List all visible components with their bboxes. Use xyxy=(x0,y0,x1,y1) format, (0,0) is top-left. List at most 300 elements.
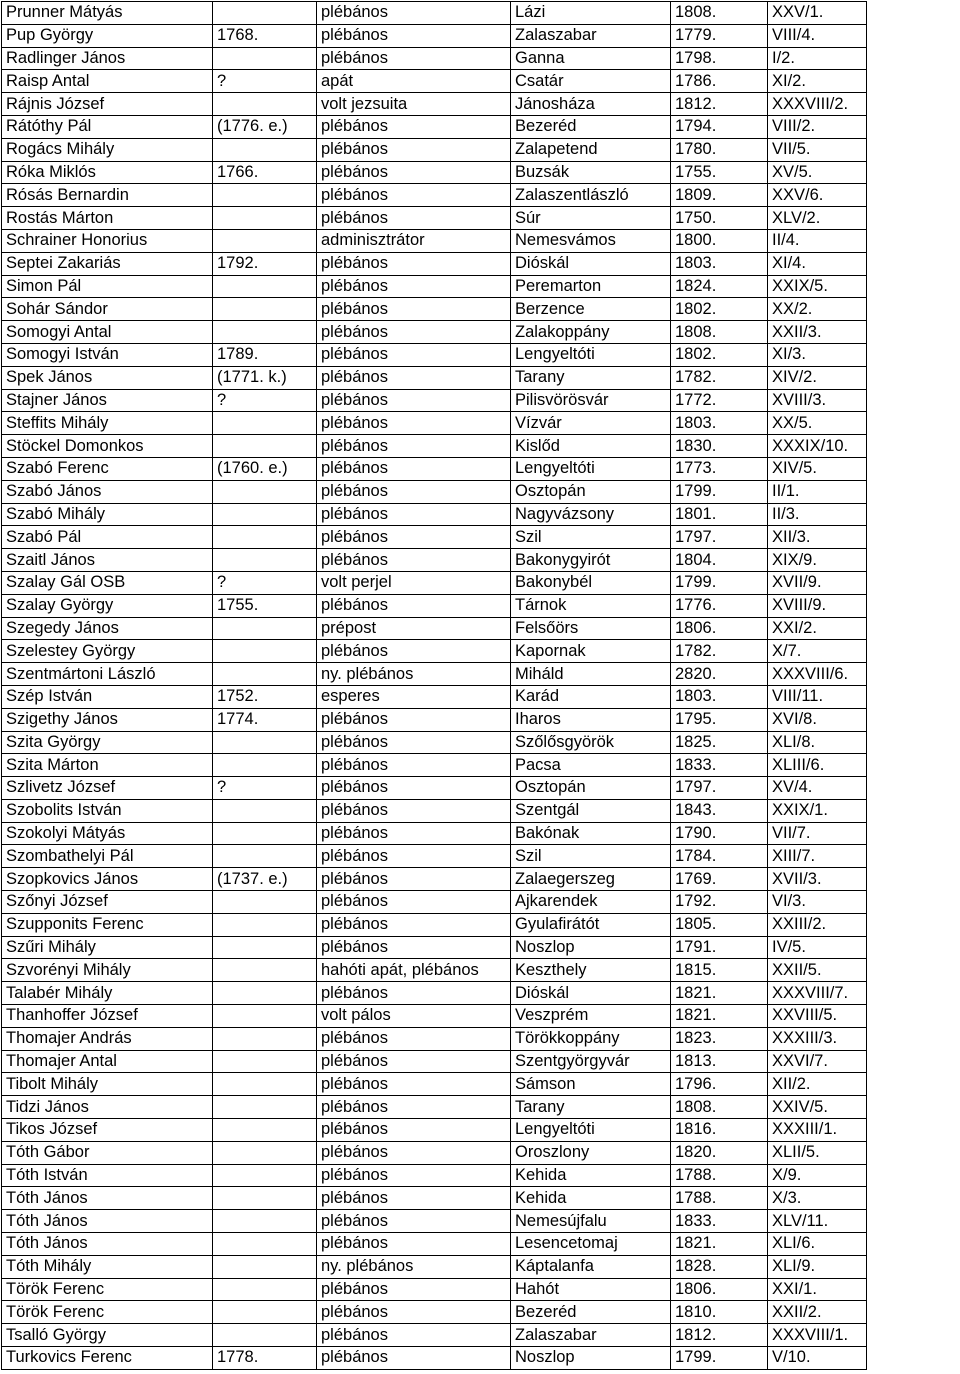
table-row xyxy=(2,754,867,777)
place-cell: Szentgál xyxy=(511,799,671,822)
birth-year-cell xyxy=(213,1278,317,1301)
place-cell: Súr xyxy=(511,207,671,230)
birth-year-cell xyxy=(213,412,317,435)
birth-year-cell xyxy=(213,1324,317,1347)
place-cell: Kehida xyxy=(511,1164,671,1187)
birth-year-cell xyxy=(213,913,317,936)
table-row xyxy=(2,1096,867,1119)
reference-cell: XXI/1. xyxy=(768,1278,867,1301)
place-cell: Lengyeltóti xyxy=(511,457,671,480)
birth-year-cell xyxy=(213,640,317,663)
birth-year-cell: 1774. xyxy=(213,708,317,731)
table-row xyxy=(2,1255,867,1278)
birth-year-cell xyxy=(213,822,317,845)
birth-year-cell: ? xyxy=(213,70,317,93)
year-cell: 1809. xyxy=(671,184,768,207)
name-cell: Rostás Márton xyxy=(2,207,213,230)
reference-cell: XXIV/5. xyxy=(768,1096,867,1119)
table-row xyxy=(2,298,867,321)
name-cell: Simon Pál xyxy=(2,275,213,298)
reference-cell: XXXVIII/2. xyxy=(768,93,867,116)
name-cell: Steffits Mihály xyxy=(2,412,213,435)
reference-cell: XII/3. xyxy=(768,526,867,549)
role-cell: plébános xyxy=(317,1210,511,1233)
year-cell: 1808. xyxy=(671,321,768,344)
year-cell: 1824. xyxy=(671,275,768,298)
table-row xyxy=(2,1141,867,1164)
year-cell: 1808. xyxy=(671,1096,768,1119)
name-cell: Szentmártoni László xyxy=(2,663,213,686)
place-cell: Lengyeltóti xyxy=(511,343,671,366)
table-row xyxy=(2,1233,867,1256)
place-cell: Bakónak xyxy=(511,822,671,845)
birth-year-cell xyxy=(213,1164,317,1187)
place-cell: Zalapetend xyxy=(511,138,671,161)
role-cell: plébános xyxy=(317,1347,511,1370)
name-cell: Somogyi Antal xyxy=(2,321,213,344)
year-cell: 1812. xyxy=(671,93,768,116)
table-row xyxy=(2,343,867,366)
register-body xyxy=(2,2,867,1370)
birth-year-cell: 1766. xyxy=(213,161,317,184)
reference-cell: XLIII/6. xyxy=(768,754,867,777)
place-cell: Buzsák xyxy=(511,161,671,184)
year-cell: 1806. xyxy=(671,617,768,640)
reference-cell: V/10. xyxy=(768,1347,867,1370)
reference-cell: XXXVIII/6. xyxy=(768,663,867,686)
place-cell: Zalaszabar xyxy=(511,1324,671,1347)
birth-year-cell xyxy=(213,93,317,116)
table-row xyxy=(2,868,867,891)
place-cell: Lengyeltóti xyxy=(511,1119,671,1142)
table-row xyxy=(2,389,867,412)
name-cell: Szobolits István xyxy=(2,799,213,822)
role-cell: esperes xyxy=(317,685,511,708)
reference-cell: VII/7. xyxy=(768,822,867,845)
role-cell: plébános xyxy=(317,731,511,754)
role-cell: plébános xyxy=(317,1119,511,1142)
place-cell: Karád xyxy=(511,685,671,708)
name-cell: Szopkovics János xyxy=(2,868,213,891)
year-cell: 1769. xyxy=(671,868,768,891)
name-cell: Szőnyi József xyxy=(2,891,213,914)
role-cell: plébános xyxy=(317,1233,511,1256)
table-row xyxy=(2,617,867,640)
reference-cell: XVII/3. xyxy=(768,868,867,891)
reference-cell: XLI/9. xyxy=(768,1255,867,1278)
year-cell: 1802. xyxy=(671,298,768,321)
place-cell: Dióskál xyxy=(511,982,671,1005)
year-cell: 1790. xyxy=(671,822,768,845)
name-cell: Raisp Antal xyxy=(2,70,213,93)
name-cell: Tsalló György xyxy=(2,1324,213,1347)
name-cell: Sohár Sándor xyxy=(2,298,213,321)
table-row xyxy=(2,1027,867,1050)
place-cell: Lázi xyxy=(511,2,671,25)
name-cell: Talabér Mihály xyxy=(2,982,213,1005)
name-cell: Stajner János xyxy=(2,389,213,412)
place-cell: Vízvár xyxy=(511,412,671,435)
role-cell: adminisztrátor xyxy=(317,229,511,252)
birth-year-cell xyxy=(213,663,317,686)
reference-cell: XII/2. xyxy=(768,1073,867,1096)
table-row xyxy=(2,959,867,982)
year-cell: 1795. xyxy=(671,708,768,731)
birth-year-cell: (1760. e.) xyxy=(213,457,317,480)
year-cell: 1772. xyxy=(671,389,768,412)
place-cell: Szentgyörgyvár xyxy=(511,1050,671,1073)
reference-cell: XLI/6. xyxy=(768,1233,867,1256)
role-cell: plébános xyxy=(317,549,511,572)
year-cell: 1802. xyxy=(671,343,768,366)
table-row xyxy=(2,1050,867,1073)
table-row xyxy=(2,1187,867,1210)
role-cell: plébános xyxy=(317,1096,511,1119)
birth-year-cell xyxy=(213,891,317,914)
reference-cell: X/7. xyxy=(768,640,867,663)
year-cell: 1784. xyxy=(671,845,768,868)
table-row xyxy=(2,685,867,708)
year-cell: 1800. xyxy=(671,229,768,252)
name-cell: Stöckel Domonkos xyxy=(2,435,213,458)
place-cell: Tárnok xyxy=(511,594,671,617)
place-cell: Káptalanfa xyxy=(511,1255,671,1278)
year-cell: 1821. xyxy=(671,1233,768,1256)
year-cell: 2820. xyxy=(671,663,768,686)
table-row xyxy=(2,457,867,480)
table-row xyxy=(2,93,867,116)
table-row xyxy=(2,480,867,503)
birth-year-cell xyxy=(213,549,317,572)
role-cell: plébános xyxy=(317,1141,511,1164)
place-cell: Hahót xyxy=(511,1278,671,1301)
table-row xyxy=(2,936,867,959)
role-cell: apát xyxy=(317,70,511,93)
name-cell: Szép István xyxy=(2,685,213,708)
reference-cell: XXXIII/1. xyxy=(768,1119,867,1142)
place-cell: Ganna xyxy=(511,47,671,70)
birth-year-cell xyxy=(213,1210,317,1233)
birth-year-cell xyxy=(213,2,317,25)
year-cell: 1782. xyxy=(671,640,768,663)
reference-cell: VIII/11. xyxy=(768,685,867,708)
role-cell: plébános xyxy=(317,891,511,914)
year-cell: 1813. xyxy=(671,1050,768,1073)
reference-cell: XI/4. xyxy=(768,252,867,275)
place-cell: Kapornak xyxy=(511,640,671,663)
place-cell: Bezeréd xyxy=(511,1301,671,1324)
birth-year-cell xyxy=(213,321,317,344)
birth-year-cell xyxy=(213,754,317,777)
table-row xyxy=(2,366,867,389)
reference-cell: XXIII/2. xyxy=(768,913,867,936)
role-cell: prépost xyxy=(317,617,511,640)
table-row xyxy=(2,822,867,845)
birth-year-cell: 1789. xyxy=(213,343,317,366)
birth-year-cell xyxy=(213,207,317,230)
role-cell: plébános xyxy=(317,640,511,663)
birth-year-cell xyxy=(213,275,317,298)
place-cell: Kislőd xyxy=(511,435,671,458)
table-row xyxy=(2,708,867,731)
role-cell: plébános xyxy=(317,412,511,435)
name-cell: Török Ferenc xyxy=(2,1301,213,1324)
reference-cell: XXII/3. xyxy=(768,321,867,344)
year-cell: 1788. xyxy=(671,1187,768,1210)
birth-year-cell xyxy=(213,184,317,207)
place-cell: Nemesújfalu xyxy=(511,1210,671,1233)
reference-cell: XXV/1. xyxy=(768,2,867,25)
year-cell: 1796. xyxy=(671,1073,768,1096)
role-cell: plébános xyxy=(317,526,511,549)
name-cell: Szabó János xyxy=(2,480,213,503)
place-cell: Iharos xyxy=(511,708,671,731)
birth-year-cell xyxy=(213,138,317,161)
table-row xyxy=(2,1324,867,1347)
place-cell: Dióskál xyxy=(511,252,671,275)
role-cell: volt pálos xyxy=(317,1005,511,1028)
role-cell: plébános xyxy=(317,1073,511,1096)
name-cell: Spek János xyxy=(2,366,213,389)
table-row xyxy=(2,845,867,868)
role-cell: plébános xyxy=(317,594,511,617)
role-cell: plébános xyxy=(317,161,511,184)
name-cell: Török Ferenc xyxy=(2,1278,213,1301)
name-cell: Rátóthy Pál xyxy=(2,115,213,138)
year-cell: 1806. xyxy=(671,1278,768,1301)
table-row xyxy=(2,24,867,47)
year-cell: 1801. xyxy=(671,503,768,526)
table-row xyxy=(2,526,867,549)
table-row xyxy=(2,1119,867,1142)
role-cell: plébános xyxy=(317,708,511,731)
name-cell: Szabó Mihály xyxy=(2,503,213,526)
role-cell: plébános xyxy=(317,298,511,321)
year-cell: 1825. xyxy=(671,731,768,754)
reference-cell: X/9. xyxy=(768,1164,867,1187)
birth-year-cell: (1771. k.) xyxy=(213,366,317,389)
reference-cell: VIII/2. xyxy=(768,115,867,138)
table-row xyxy=(2,799,867,822)
year-cell: 1843. xyxy=(671,799,768,822)
birth-year-cell xyxy=(213,1050,317,1073)
birth-year-cell: ? xyxy=(213,389,317,412)
year-cell: 1791. xyxy=(671,936,768,959)
birth-year-cell xyxy=(213,845,317,868)
birth-year-cell xyxy=(213,526,317,549)
birth-year-cell: (1737. e.) xyxy=(213,868,317,891)
birth-year-cell: (1776. e.) xyxy=(213,115,317,138)
reference-cell: XXXVIII/7. xyxy=(768,982,867,1005)
year-cell: 1803. xyxy=(671,252,768,275)
role-cell: plébános xyxy=(317,2,511,25)
reference-cell: X/3. xyxy=(768,1187,867,1210)
reference-cell: XLV/2. xyxy=(768,207,867,230)
birth-year-cell xyxy=(213,799,317,822)
name-cell: Tóth János xyxy=(2,1233,213,1256)
place-cell: Tarany xyxy=(511,366,671,389)
year-cell: 1803. xyxy=(671,412,768,435)
name-cell: Szaitl János xyxy=(2,549,213,572)
table-row xyxy=(2,549,867,572)
place-cell: Jánosháza xyxy=(511,93,671,116)
name-cell: Rogács Mihály xyxy=(2,138,213,161)
place-cell: Sámson xyxy=(511,1073,671,1096)
table-row xyxy=(2,47,867,70)
birth-year-cell: 1768. xyxy=(213,24,317,47)
table-row xyxy=(2,161,867,184)
name-cell: Szalay György xyxy=(2,594,213,617)
reference-cell: IV/5. xyxy=(768,936,867,959)
reference-cell: XLI/8. xyxy=(768,731,867,754)
role-cell: plébános xyxy=(317,480,511,503)
role-cell: plébános xyxy=(317,457,511,480)
reference-cell: XXVIII/5. xyxy=(768,1005,867,1028)
table-row xyxy=(2,229,867,252)
birth-year-cell: 1755. xyxy=(213,594,317,617)
place-cell: Szil xyxy=(511,845,671,868)
year-cell: 1805. xyxy=(671,913,768,936)
place-cell: Bezeréd xyxy=(511,115,671,138)
name-cell: Róka Miklós xyxy=(2,161,213,184)
name-cell: Tóth János xyxy=(2,1187,213,1210)
table-row xyxy=(2,412,867,435)
year-cell: 1750. xyxy=(671,207,768,230)
year-cell: 1788. xyxy=(671,1164,768,1187)
place-cell: Bakonybél xyxy=(511,571,671,594)
place-cell: Szil xyxy=(511,526,671,549)
year-cell: 1799. xyxy=(671,1347,768,1370)
reference-cell: XXXIII/3. xyxy=(768,1027,867,1050)
role-cell: plébános xyxy=(317,1278,511,1301)
role-cell: plébános xyxy=(317,389,511,412)
role-cell: plébános xyxy=(317,184,511,207)
name-cell: Szombathelyi Pál xyxy=(2,845,213,868)
role-cell: plébános xyxy=(317,503,511,526)
role-cell: plébános xyxy=(317,1027,511,1050)
role-cell: plébános xyxy=(317,845,511,868)
place-cell: Zalaszentlászló xyxy=(511,184,671,207)
reference-cell: XXXVIII/1. xyxy=(768,1324,867,1347)
year-cell: 1808. xyxy=(671,2,768,25)
year-cell: 1815. xyxy=(671,959,768,982)
reference-cell: II/1. xyxy=(768,480,867,503)
reference-cell: XIV/5. xyxy=(768,457,867,480)
table-row xyxy=(2,640,867,663)
year-cell: 1755. xyxy=(671,161,768,184)
birth-year-cell: 1752. xyxy=(213,685,317,708)
name-cell: Tóth Gábor xyxy=(2,1141,213,1164)
place-cell: Szőlősgyörök xyxy=(511,731,671,754)
role-cell: plébános xyxy=(317,1301,511,1324)
table-row xyxy=(2,138,867,161)
role-cell: plébános xyxy=(317,321,511,344)
year-cell: 1804. xyxy=(671,549,768,572)
birth-year-cell xyxy=(213,1096,317,1119)
name-cell: Szupponits Ferenc xyxy=(2,913,213,936)
birth-year-cell xyxy=(213,617,317,640)
name-cell: Rósás Bernardin xyxy=(2,184,213,207)
role-cell: plébános xyxy=(317,1164,511,1187)
table-row xyxy=(2,70,867,93)
place-cell: Nemesvámos xyxy=(511,229,671,252)
place-cell: Noszlop xyxy=(511,936,671,959)
name-cell: Thanhoffer József xyxy=(2,1005,213,1028)
role-cell: plébános xyxy=(317,1187,511,1210)
name-cell: Rájnis József xyxy=(2,93,213,116)
name-cell: Szita György xyxy=(2,731,213,754)
name-cell: Szvorényi Mihály xyxy=(2,959,213,982)
role-cell: plébános xyxy=(317,1324,511,1347)
table-row xyxy=(2,503,867,526)
table-row xyxy=(2,321,867,344)
year-cell: 1786. xyxy=(671,70,768,93)
birth-year-cell xyxy=(213,480,317,503)
year-cell: 1803. xyxy=(671,685,768,708)
year-cell: 1820. xyxy=(671,1141,768,1164)
reference-cell: XI/2. xyxy=(768,70,867,93)
name-cell: Tóth János xyxy=(2,1210,213,1233)
reference-cell: XLV/11. xyxy=(768,1210,867,1233)
birth-year-cell xyxy=(213,982,317,1005)
place-cell: Berzence xyxy=(511,298,671,321)
year-cell: 1833. xyxy=(671,754,768,777)
role-cell: plébános xyxy=(317,24,511,47)
role-cell: plébános xyxy=(317,115,511,138)
reference-cell: XIII/7. xyxy=(768,845,867,868)
role-cell: ny. plébános xyxy=(317,1255,511,1278)
role-cell: plébános xyxy=(317,913,511,936)
reference-cell: VIII/4. xyxy=(768,24,867,47)
name-cell: Schrainer Honorius xyxy=(2,229,213,252)
place-cell: Törökkoppány xyxy=(511,1027,671,1050)
reference-cell: XIX/9. xyxy=(768,549,867,572)
name-cell: Szűri Mihály xyxy=(2,936,213,959)
name-cell: Szabó Pál xyxy=(2,526,213,549)
table-row xyxy=(2,184,867,207)
role-cell: plébános xyxy=(317,754,511,777)
birth-year-cell xyxy=(213,936,317,959)
birth-year-cell xyxy=(213,47,317,70)
year-cell: 1812. xyxy=(671,1324,768,1347)
year-cell: 1823. xyxy=(671,1027,768,1050)
reference-cell: XXIX/1. xyxy=(768,799,867,822)
role-cell: plébános xyxy=(317,822,511,845)
role-cell: plébános xyxy=(317,868,511,891)
place-cell: Ajkarendek xyxy=(511,891,671,914)
table-row xyxy=(2,594,867,617)
table-row xyxy=(2,663,867,686)
year-cell: 1828. xyxy=(671,1255,768,1278)
role-cell: ny. plébános xyxy=(317,663,511,686)
name-cell: Radlinger János xyxy=(2,47,213,70)
place-cell: Keszthely xyxy=(511,959,671,982)
place-cell: Kehida xyxy=(511,1187,671,1210)
reference-cell: XXIX/5. xyxy=(768,275,867,298)
reference-cell: VII/5. xyxy=(768,138,867,161)
place-cell: Pacsa xyxy=(511,754,671,777)
birth-year-cell xyxy=(213,1027,317,1050)
role-cell: plébános xyxy=(317,207,511,230)
role-cell: volt jezsuita xyxy=(317,93,511,116)
table-row xyxy=(2,891,867,914)
table-row xyxy=(2,115,867,138)
name-cell: Tidzi János xyxy=(2,1096,213,1119)
birth-year-cell xyxy=(213,298,317,321)
role-cell: plébános xyxy=(317,936,511,959)
reference-cell: XIV/2. xyxy=(768,366,867,389)
year-cell: 1821. xyxy=(671,1005,768,1028)
